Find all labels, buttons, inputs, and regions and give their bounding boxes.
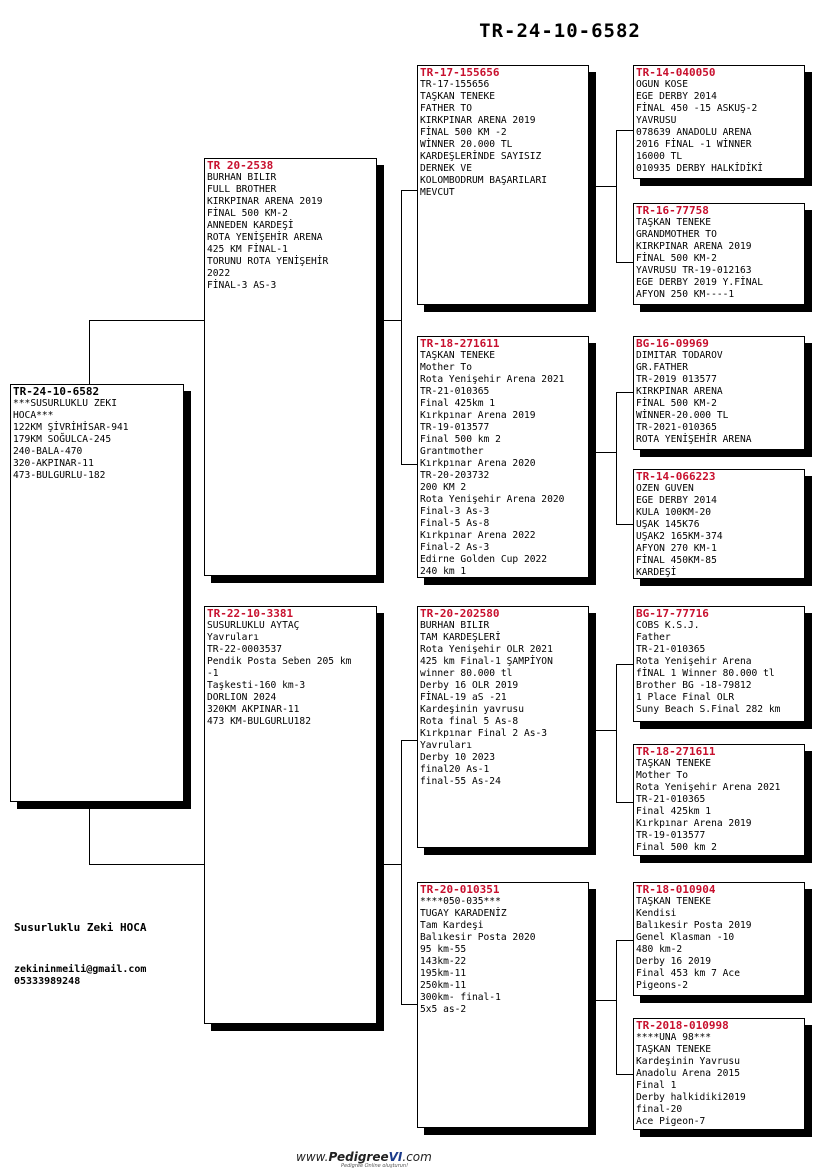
pedigree-info-line: OZEN GUVEN <box>636 483 694 494</box>
pedigree-info-line: KOLOMBODRUM BAŞARILARI <box>420 175 548 186</box>
pedigree-info-line: FİNAL 500 KM-2 <box>207 208 288 219</box>
ring-number: TR-22-10-3381 <box>207 607 294 620</box>
pedigree-info-line: TR-22-0003537 <box>207 644 283 655</box>
pedigree-info-line: Pigeons-2 <box>636 980 688 991</box>
pedigree-info-line: DERNEK VE <box>420 163 472 174</box>
pedigree-info-line: HOCA*** <box>13 410 54 421</box>
ring-number: TR-14-040050 <box>636 66 716 79</box>
pedigree-info-line: TAŞKAN TENEKE <box>636 1044 712 1055</box>
pedigree-info-line: Balıkesir Posta 2020 <box>420 932 536 943</box>
pedigree-info-line: ROTA YENİŞEHİR ARENA <box>207 232 323 243</box>
connector <box>89 320 205 321</box>
pedigree-info-line: final-55 As-24 <box>420 776 501 787</box>
connector <box>401 1004 417 1005</box>
pedigree-box-sire-sire-dam <box>633 203 805 305</box>
pedigree-box-subject <box>10 384 184 802</box>
pedigree-info-line: TR-20-203732 <box>420 470 490 481</box>
connector <box>401 190 417 191</box>
connector <box>616 262 634 263</box>
pedigree-info-line: final-20 <box>636 1104 683 1115</box>
pedigree-info-line: TAŞKAN TENEKE <box>636 217 712 228</box>
connector <box>384 320 401 321</box>
pedigree-info-line: Ace Pigeon-7 <box>636 1116 706 1127</box>
pedigree-info-line: Final 453 km 7 Ace <box>636 968 740 979</box>
pedigree-info-line: Final-5 As-8 <box>420 518 490 529</box>
connector <box>596 730 616 731</box>
pedigree-info-line: 473-BULGURLU-182 <box>13 470 106 481</box>
pedigree-info-line: Tam Kardeşi <box>420 920 484 931</box>
pedigree-info-line: Derby 10 2023 <box>420 752 496 763</box>
pedigree-info-line: 200 KM 2 <box>420 482 467 493</box>
ring-number: TR-2018-010998 <box>636 1019 729 1032</box>
pedigree-info-line: KARDEŞLERİNDE SAYISIZ <box>420 151 542 162</box>
pedigree-info-line: Final 1 <box>636 1080 677 1091</box>
pedigree-info-line: DIMITAR TODAROV <box>636 350 723 361</box>
pedigree-info-line: Suny Beach S.Final 282 km <box>636 704 781 715</box>
owner-email: zekininmeili@gmail.com <box>14 964 147 975</box>
pedigree-info-line: FİNAL 500 KM -2 <box>420 127 507 138</box>
pedigree-info-line: Kendisi <box>636 908 677 919</box>
pedigree-info-line: 195km-11 <box>420 968 467 979</box>
ring-number: TR-17-155656 <box>420 66 500 79</box>
pedigree-info-line: AFYON 270 KM-1 <box>636 543 717 554</box>
pedigree-info-line: KIRKPINAR ARENA <box>636 386 723 397</box>
connector <box>89 864 205 865</box>
pedigree-info-line: 480 km-2 <box>636 944 683 955</box>
pedigree-info-line: COBS K.S.J. <box>636 620 700 631</box>
pedigree-info-line: 320KM AKPINAR-11 <box>207 704 300 715</box>
pedigree-info-line: TAŞKAN TENEKE <box>636 758 712 769</box>
pedigree-info-line: winner 80.000 tl <box>420 668 513 679</box>
owner-phone: 05333989248 <box>14 976 81 987</box>
pedigree-info-line: MEVCUT <box>420 187 455 198</box>
connector <box>616 664 617 802</box>
pedigree-box-dam-dam <box>417 882 589 1128</box>
pedigree-info-line: TAŞKAN TENEKE <box>420 91 496 102</box>
pedigree-info-line: UŞAK 145K76 <box>636 519 700 530</box>
pedigree-info-line: EGE DERBY 2014 <box>636 495 717 506</box>
pedigree-info-line: 95 km-55 <box>420 944 467 955</box>
ring-number: TR-20-010351 <box>420 883 500 896</box>
pedigree-info-line: 010935 DERBY HALKİDİKİ <box>636 163 764 174</box>
pedigree-info-line: TAM KARDEŞLERİ <box>420 632 501 643</box>
pedigree-info-line: 425 KM FİNAL-1 <box>207 244 288 255</box>
pedigree-info-line: Yavruları <box>420 740 472 751</box>
pedigree-info-line: final20 As-1 <box>420 764 490 775</box>
pedigree-info-line: 250km-11 <box>420 980 467 991</box>
pedigree-info-line: Rota Yenişehir Arena 2021 <box>636 782 781 793</box>
pedigree-info-line: Anadolu Arena 2015 <box>636 1068 740 1079</box>
pedigree-info-line: SUSURLUKLU AYTAÇ <box>207 620 300 631</box>
pedigree-info-line: Taşkesti-160 km-3 <box>207 680 306 691</box>
pedigree-info-line: WİNNER-20.000 TL <box>636 410 729 421</box>
connector <box>596 452 616 453</box>
pedigree-box-sire-dam-dam <box>633 469 805 579</box>
pedigree-info-line: TORUNU ROTA YENİŞEHİR <box>207 256 329 267</box>
pedigree-info-line: 2022 <box>207 268 231 279</box>
pedigree-info-line: Genel Klasman -10 <box>636 932 735 943</box>
pedigree-box-dam-sire <box>417 606 589 848</box>
pedigree-info-line: EGE DERBY 2019 Y.FİNAL <box>636 277 764 288</box>
pedigree-box-sire-sire-sire <box>633 65 805 179</box>
pedigree-info-line: FİNAL 500 KM-2 <box>636 253 717 264</box>
pedigree-box-dam-dam-sire <box>633 882 805 996</box>
pedigree-info-line: BURHAN BILIR <box>420 620 490 631</box>
connector <box>596 1000 616 1001</box>
pedigree-info-line: TAŞKAN TENEKE <box>636 896 712 907</box>
ring-number: TR-14-066223 <box>636 470 716 483</box>
ring-number: BG-16-09969 <box>636 337 709 350</box>
connector <box>616 130 617 262</box>
pedigree-info-line: -1 <box>207 668 219 679</box>
ring-number: TR 20-2538 <box>207 159 274 172</box>
pedigree-info-line: YAVRUSU TR-19-012163 <box>636 265 752 276</box>
pedigree-info-line: TR-19-013577 <box>420 422 490 433</box>
pedigree-info-line: Final-3 As-3 <box>420 506 490 517</box>
pedigree-title: TR-24-10-6582 <box>479 20 641 42</box>
pedigree-info-line: TAŞKAN TENEKE <box>420 350 496 361</box>
pedigree-info-line: EGE DERBY 2014 <box>636 91 717 102</box>
pedigree-info-line: Derby 16 2019 <box>636 956 712 967</box>
pedigree-info-line: UŞAK2 165KM-374 <box>636 531 723 542</box>
pedigree-box-sire-sire <box>417 65 589 305</box>
owner-contact <box>14 964 146 988</box>
pedigree-info-line: 320-AKPINAR-11 <box>13 458 94 469</box>
connector <box>401 740 402 1004</box>
pedigree-info-line: TR-19-013577 <box>636 830 706 841</box>
pedigree-info-line: FİNAL 450KM-85 <box>636 555 717 566</box>
ring-number: TR-18-271611 <box>420 337 500 350</box>
pedigree-info-line: Kırkpınar Final 2 As-3 <box>420 728 548 739</box>
pedigree-info-line: Father <box>636 632 671 643</box>
pedigree-info-line: KULA 100KM-20 <box>636 507 712 518</box>
connector <box>616 130 634 131</box>
pedigree-info-line: Pendik Posta Seben 205 km <box>207 656 352 667</box>
pedigree-info-line: Kırkpınar Arena 2019 <box>636 818 752 829</box>
pedigree-info-line: KARDEŞİ <box>636 567 677 578</box>
pedigree-box-dam-sire-sire <box>633 606 805 722</box>
pedigree-info-line: TUGAY KARADENİZ <box>420 908 507 919</box>
connector <box>89 802 90 864</box>
connector <box>401 740 417 741</box>
pedigree-info-line: Mother To <box>420 362 472 373</box>
pedigree-info-line: Rota Yenişehir Arena <box>636 656 752 667</box>
pedigree-info-line: TR-21-010365 <box>636 794 706 805</box>
pedigree-info-line: KIRKPINAR ARENA 2019 <box>636 241 752 252</box>
pedigree-info-line: 240-BALA-470 <box>13 446 83 457</box>
pedigree-info-line: Grantmother <box>420 446 484 457</box>
pedigree-info-line: Derby halkidiki2019 <box>636 1092 746 1103</box>
pedigree-info-line: ***SUSURLUKLU ZEKI <box>13 398 117 409</box>
pedigree-info-line: YAVRUSU <box>636 115 677 126</box>
pedigree-info-line: AFYON 250 KM----1 <box>636 289 735 300</box>
pedigree-info-line: TR-21-010365 <box>636 644 706 655</box>
pedigree-info-line: 425 km Final-1 ŞAMPİYON <box>420 656 553 667</box>
pedigree-info-line: FİNAL-19 aS -21 <box>420 692 507 703</box>
pedigree-info-line: 179KM SOĞULCA-245 <box>13 434 112 445</box>
pedigree-info-line: Balıkesir Posta 2019 <box>636 920 752 931</box>
pedigree-info-line: FİNAL-3 AS-3 <box>207 280 277 291</box>
pedigree-info-line: Rota Yenişehir Arena 2021 <box>420 374 565 385</box>
connector <box>616 802 634 803</box>
pedigree-info-line: Final 425km 1 <box>636 806 712 817</box>
pedigree-info-line: 078639 ANADOLU ARENA <box>636 127 752 138</box>
pedigree-info-line: Kardeşinin yavrusu <box>420 704 524 715</box>
pedigree-info-line: 143km-22 <box>420 956 467 967</box>
pedigree-info-line: FULL BROTHER <box>207 184 277 195</box>
pedigree-info-line: 300km- final-1 <box>420 992 501 1003</box>
pedigree-info-line: FATHER TO <box>420 103 472 114</box>
pedigree-info-line: Brother BG -18-79812 <box>636 680 752 691</box>
pedigree-info-line: 1 Place Final OLR <box>636 692 735 703</box>
pedigree-info-line: FİNAL 500 KM-2 <box>636 398 717 409</box>
pedigreevi-logo <box>296 1146 432 1169</box>
pedigree-info-line: Derby 16 OLR 2019 <box>420 680 519 691</box>
pedigree-info-line: Edirne Golden Cup 2022 <box>420 554 548 565</box>
ring-number: TR-20-202580 <box>420 607 500 620</box>
pedigree-info-line: WİNNER 20.000 TL <box>420 139 513 150</box>
pedigree-info-line: Rota Yenişehir OLR 2021 <box>420 644 553 655</box>
pedigree-info-line: Final-2 As-3 <box>420 542 490 553</box>
ring-number: TR-18-271611 <box>636 745 716 758</box>
connector <box>616 392 634 393</box>
ring-number: BG-17-77716 <box>636 607 709 620</box>
logo-tagline: Pedigree Online oluşturun! <box>341 1163 409 1169</box>
connector <box>596 186 616 187</box>
pedigree-info-line: BURHAN BILIR <box>207 172 277 183</box>
pedigree-info-line: Kırkpınar Arena 2020 <box>420 458 536 469</box>
connector <box>384 864 401 865</box>
pedigree-info-line: TR-2019 013577 <box>636 374 717 385</box>
pedigree-info-line: Rota Yenişehir Arena 2020 <box>420 494 565 505</box>
owner-name: Susurluklu Zeki HOCA <box>14 921 147 934</box>
pedigree-box-sire-dam <box>417 336 589 578</box>
connector <box>616 664 634 665</box>
connector <box>89 320 90 384</box>
pedigree-info-line: KIRKPINAR ARENA 2019 <box>207 196 323 207</box>
pedigree-info-line: 2016 FİNAL -1 WİNNER <box>636 139 752 150</box>
pedigree-info-line: TR-21-010365 <box>420 386 490 397</box>
pedigree-info-line: Final 425km 1 <box>420 398 496 409</box>
pedigree-info-line: ****UNA 98*** <box>636 1032 712 1043</box>
connector <box>401 190 402 464</box>
pedigree-info-line: GRANDMOTHER TO <box>636 229 717 240</box>
pedigree-box-sire <box>204 158 377 576</box>
pedigree-info-line: OGUN KOSE <box>636 79 688 90</box>
pedigree-info-line: ****050-035*** <box>420 896 501 907</box>
connector <box>616 392 617 524</box>
pedigree-info-line: Kardeşinin Yavrusu <box>636 1056 740 1067</box>
logo-text: www.PedigreeVI.com <box>296 1150 432 1164</box>
ring-number: TR-18-010904 <box>636 883 716 896</box>
pedigree-info-line: Final 500 km 2 <box>420 434 501 445</box>
pedigree-info-line: Final 500 km 2 <box>636 842 717 853</box>
pedigree-info-line: Kırkpınar Arena 2022 <box>420 530 536 541</box>
pedigree-info-line: fİNAL 1 Winner 80.000 tl <box>636 668 775 679</box>
pedigree-info-line: KIRKPINAR ARENA 2019 <box>420 115 536 126</box>
pedigree-info-line: FİNAL 450 -15 ASKUŞ-2 <box>636 103 758 114</box>
pedigree-box-sire-dam-sire <box>633 336 805 450</box>
pedigree-info-line: Kırkpınar Arena 2019 <box>420 410 536 421</box>
ring-number: TR-16-77758 <box>636 204 709 217</box>
connector <box>616 940 634 941</box>
pedigree-info-line: TR-2021-010365 <box>636 422 717 433</box>
pedigree-info-line: TR-17-155656 <box>420 79 490 90</box>
pedigree-info-line: 122KM ŞİVRİHİSAR-941 <box>13 422 129 433</box>
pedigree-box-dam-dam-dam <box>633 1018 805 1130</box>
pedigree-info-line: GR.FATHER <box>636 362 688 373</box>
connector <box>616 524 634 525</box>
connector <box>616 1074 634 1075</box>
pedigree-info-line: ROTA YENİŞEHİR ARENA <box>636 434 752 445</box>
connector <box>616 940 617 1074</box>
pedigree-info-line: Yavruları <box>207 632 259 643</box>
pedigree-info-line: 16000 TL <box>636 151 683 162</box>
pedigree-info-line: ANNEDEN KARDEŞİ <box>207 220 294 231</box>
pedigree-box-dam <box>204 606 377 1024</box>
pedigree-info-line: 5x5 as-2 <box>420 1004 467 1015</box>
pedigree-info-line: DORLION 2024 <box>207 692 277 703</box>
pedigree-info-line: Mother To <box>636 770 688 781</box>
ring-number: TR-24-10-6582 <box>13 385 100 398</box>
connector <box>401 464 417 465</box>
pedigree-info-line: 473 KM-BULGURLU182 <box>207 716 311 727</box>
pedigree-info-line: 240 km 1 <box>420 566 467 577</box>
pedigree-info-line: Rota final 5 As-8 <box>420 716 519 727</box>
pedigree-box-dam-sire-dam <box>633 744 805 856</box>
